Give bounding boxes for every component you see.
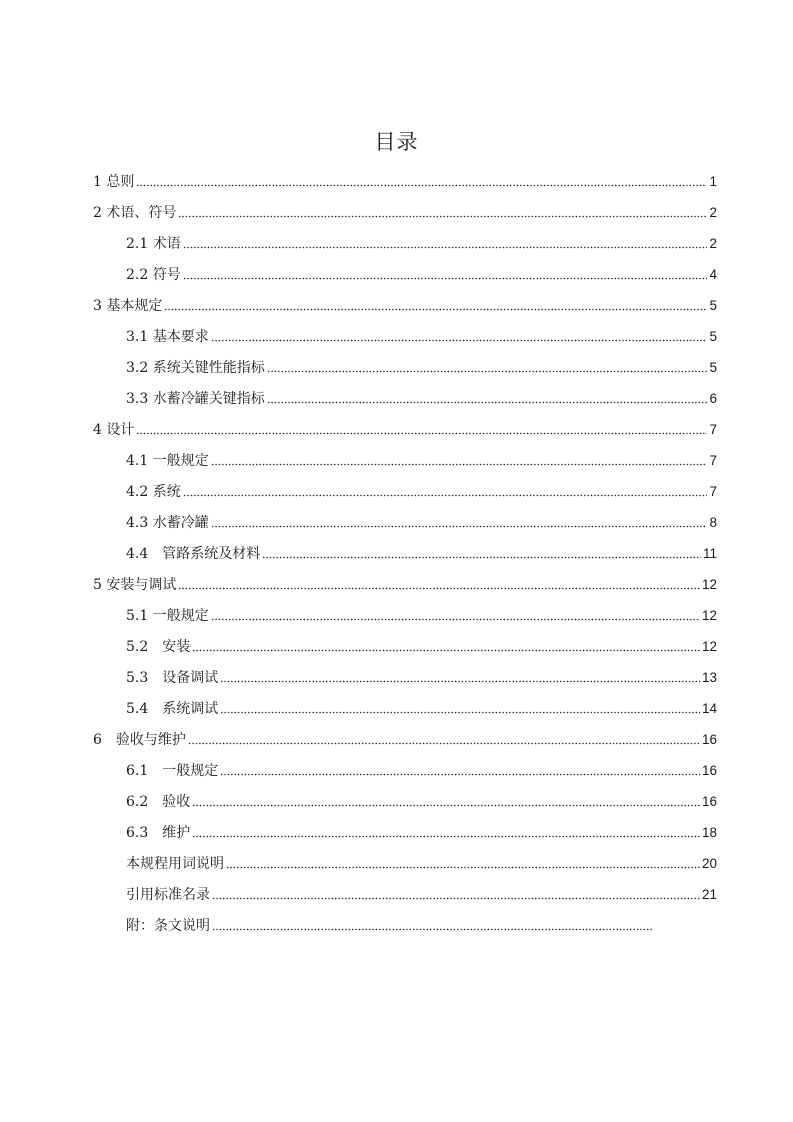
dot-leader xyxy=(136,184,707,187)
toc-entry-page: 16 xyxy=(701,763,717,778)
dot-leader xyxy=(188,742,700,745)
dot-leader xyxy=(178,587,700,590)
dot-leader xyxy=(192,804,700,807)
toc-entry[interactable] xyxy=(0,785,793,816)
dot-leader xyxy=(220,773,700,776)
dot-leader xyxy=(178,215,707,218)
toc-entry[interactable] xyxy=(0,630,793,661)
toc-entry[interactable] xyxy=(0,692,793,723)
toc-entry-page: 2 xyxy=(709,236,717,251)
toc-entry[interactable] xyxy=(0,165,793,196)
toc-entry-page: 5 xyxy=(709,360,717,375)
toc-entry-label: 5.3 设备调试 xyxy=(126,670,219,686)
toc-entry[interactable] xyxy=(0,382,793,413)
dot-leader xyxy=(267,370,707,373)
toc-entry-page: 5 xyxy=(709,329,717,344)
toc-entry-label: 6.1 一般规定 xyxy=(126,763,219,779)
dot-leader xyxy=(211,618,700,621)
toc-entry-label: 6 验收与维护 xyxy=(93,732,186,748)
toc-entry[interactable] xyxy=(0,661,793,692)
toc-entry-page: 7 xyxy=(709,453,717,468)
toc-entry[interactable] xyxy=(0,320,793,351)
toc-entry[interactable] xyxy=(0,351,793,382)
toc-entry-label: 4 设计 xyxy=(93,422,135,438)
dot-leader xyxy=(183,277,707,280)
toc-entry-page: 18 xyxy=(701,825,717,840)
toc-entry-label: 引用标准名录 xyxy=(126,887,210,903)
page-title: 目录 xyxy=(374,130,419,154)
toc-entry-label: 2 术语、符号 xyxy=(93,205,177,221)
toc-entry[interactable] xyxy=(0,227,793,258)
toc-entry-label: 5.4 系统调试 xyxy=(126,701,219,717)
dot-leader xyxy=(211,525,707,528)
toc-entry-label: 3.2 系统关键性能指标 xyxy=(126,360,265,376)
toc-entry-label: 4.1 一般规定 xyxy=(126,453,209,469)
toc-entry-page: 5 xyxy=(709,298,717,313)
dot-leader xyxy=(183,246,707,249)
toc-entry-page: 12 xyxy=(701,639,717,654)
toc-entry[interactable] xyxy=(0,413,793,444)
dot-leader xyxy=(267,401,707,404)
dot-leader xyxy=(226,866,700,869)
toc-entry[interactable] xyxy=(0,444,793,475)
toc-entry-label: 1 总则 xyxy=(93,174,135,190)
toc-entry-page: 20 xyxy=(701,856,717,871)
toc-entry-page: 12 xyxy=(701,608,717,623)
toc-entry[interactable] xyxy=(0,196,793,227)
toc-entry-label: 6.2 验收 xyxy=(126,794,191,810)
toc-entry[interactable] xyxy=(0,723,793,754)
toc-entry[interactable] xyxy=(0,568,793,599)
toc-entry-page: 8 xyxy=(709,515,717,530)
dot-leader xyxy=(211,463,707,466)
toc-entry[interactable] xyxy=(0,816,793,847)
toc-entry-label: 4.3 水蓄冷罐 xyxy=(126,515,209,531)
toc-entry-page: 6 xyxy=(709,391,717,406)
toc-entry-page: 4 xyxy=(709,267,717,282)
toc-entry-page: 1 xyxy=(709,174,717,189)
toc-entry[interactable] xyxy=(0,475,793,506)
dot-leader xyxy=(211,339,707,342)
toc-entry-label: 3.1 基本要求 xyxy=(126,329,209,345)
toc-entry[interactable] xyxy=(0,909,793,940)
toc-entry-label: 附：条文说明 xyxy=(126,918,210,934)
dot-leader xyxy=(212,897,700,900)
toc-entry-page: 21 xyxy=(701,887,717,902)
toc-entry-label: 4.4 管路系统及材料 xyxy=(126,546,261,562)
toc-entry-label: 3 基本规定 xyxy=(93,298,163,314)
dot-leader xyxy=(220,711,700,714)
toc-entry[interactable] xyxy=(0,289,793,320)
toc-entry-label: 本规程用词说明 xyxy=(126,856,224,872)
toc-entry-page: 7 xyxy=(709,422,717,437)
dot-leader xyxy=(183,494,707,497)
dot-leader xyxy=(262,556,701,559)
toc-entry-page: 2 xyxy=(709,205,717,220)
toc-entry-label: 3.3 水蓄冷罐关键指标 xyxy=(126,391,265,407)
toc-entry[interactable] xyxy=(0,537,793,568)
dot-leader xyxy=(192,649,700,652)
toc-entry-page: 11 xyxy=(702,546,717,561)
toc-entry-page: 16 xyxy=(701,794,717,809)
dot-leader xyxy=(192,835,700,838)
toc-entry-label: 5 安装与调试 xyxy=(93,577,177,593)
dot-leader xyxy=(212,928,652,931)
toc-entry[interactable] xyxy=(0,258,793,289)
toc-entry-page: 12 xyxy=(701,577,717,592)
toc-entry-label: 6.3 维护 xyxy=(126,825,191,841)
toc-entry-page: 14 xyxy=(701,701,717,716)
toc-entry-label: 2.1 术语 xyxy=(126,236,181,252)
toc-entry[interactable] xyxy=(0,754,793,785)
toc-entry-label: 2.2 符号 xyxy=(126,267,181,283)
toc-entry[interactable] xyxy=(0,878,793,909)
toc-entry-page: 13 xyxy=(701,670,717,685)
toc-entry-label: 5.2 安装 xyxy=(126,639,191,655)
toc-entry-page: 16 xyxy=(701,732,717,747)
toc-entry-label: 5.1 一般规定 xyxy=(126,608,209,624)
toc-entry[interactable] xyxy=(0,847,793,878)
toc-entry[interactable] xyxy=(0,599,793,630)
toc-entry-label: 4.2 系统 xyxy=(126,484,181,500)
dot-leader xyxy=(136,432,707,435)
toc-entry[interactable] xyxy=(0,506,793,537)
dot-leader xyxy=(164,308,707,311)
toc-entry-page: 7 xyxy=(709,484,717,499)
dot-leader xyxy=(220,680,700,683)
table-of-contents xyxy=(0,165,793,940)
